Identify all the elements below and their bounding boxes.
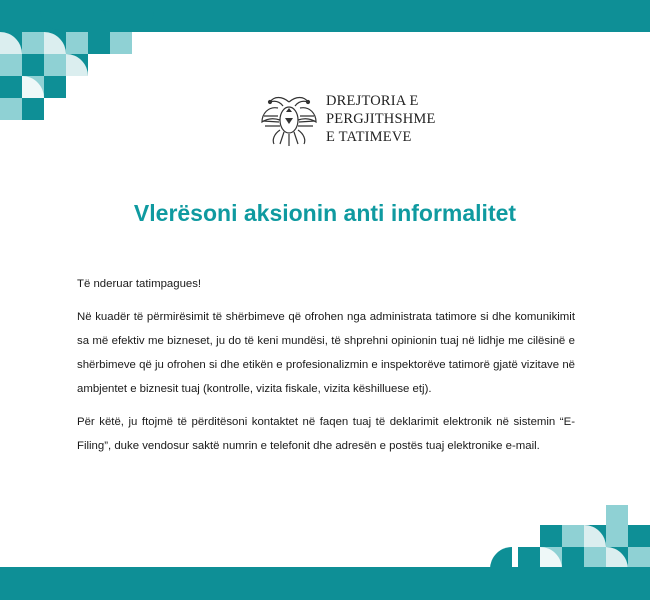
logo-line-2: PERGJITHSHME [326,111,436,127]
double-headed-eagle-icon [258,88,320,150]
letter-body [77,272,575,467]
paragraph-2: Për këtë, ju ftojmë të përditësoni kontaktet në faqen tuaj të deklarimit elektronik në sistemin “E-Filing”, duke vendosur saktë numrin e telefonit dhe adresën e postës tuaj elektronike e-mail. [77,416,575,452]
logo-line-1: DREJTORIA E [326,93,419,109]
institution-name [326,92,436,146]
paragraph-1: Në kuadër të përmirësimit të shërbimeve që ofrohen nga administrata tatimore si dhe komunikimit sa më efektiv me bizneset, ju do të keni mundësi, të shprehni opinionin tuaj në lidhje me cilësinë e shërbimeve që ju ofrohen si dhe etikën e profesionalizmin e inspektorëve tatimorë gjatë vizitave në ambjentet e biznesit tuaj (kontrolle, vizita fiskale, vizita këshilluese etj). [77,311,575,395]
bottom-accent-band [0,567,650,600]
page-title: Vlerësoni aksionin anti informalitet [133,200,517,226]
institution-logo [258,88,436,154]
logo-line-3: E TATIMEVE [326,129,412,145]
decorative-mosaic-top-left [0,0,190,120]
greeting: Të nderuar tatimpagues! [77,278,202,290]
